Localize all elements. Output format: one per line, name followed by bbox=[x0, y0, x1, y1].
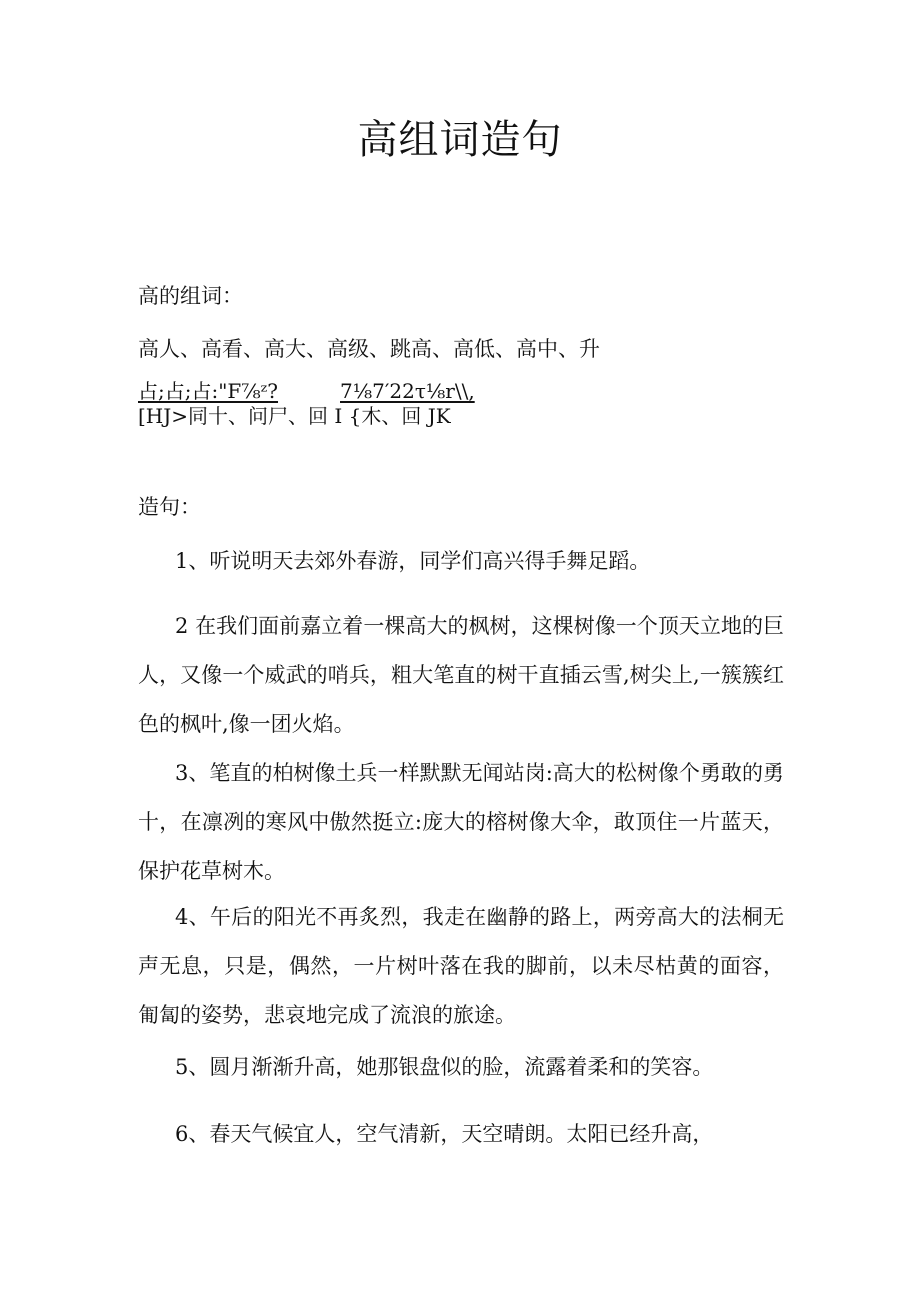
garbled-line-2: [HJ>同十、问尸、回 I {木、回 JK bbox=[138, 404, 451, 428]
sentence-3: 3、笔直的柏树像土兵一样默默无闻站岗:高大的松树像个勇敢的勇十，在凛冽的寒风中傲然挺立:庞大的榕树像大伞，敢顶住一片蓝天，保护花草树木。 bbox=[138, 761, 784, 883]
garbled-segment-a: 占;占;占:"F⅞ᶻ? bbox=[138, 379, 279, 403]
page-title: 高组词造句 bbox=[357, 117, 563, 163]
sentence-2: 2 在我们面前嘉立着一棵高大的枫树，这棵树像一个顶天立地的巨人，又像一个威武的哨兵，粗大笔直的树干直插云雪,树尖上,一簇簇红色的枫叶,像一团火焰。 bbox=[138, 614, 784, 736]
sentence-6: 6、春天气候宜人，空气清新，天空晴朗。太阳已经升高， bbox=[175, 1122, 714, 1146]
garbled-line-1 bbox=[138, 379, 475, 403]
sentence-1: 1、听说明天去郊外春游，同学们高兴得手舞足蹈。 bbox=[175, 549, 651, 573]
sentences-label: 造句： bbox=[138, 495, 201, 519]
words-label: 高的组词： bbox=[138, 284, 243, 308]
garbled-segment-b: 7⅛7′22τ⅛r\\, bbox=[340, 379, 475, 403]
words-line: 高人、高看、高大、高级、跳高、高低、高中、升 bbox=[138, 337, 600, 361]
sentence-4: 4、午后的阳光不再炙烈，我走在幽静的路上，两旁高大的法桐无声无息，只是，偶然，一片树叶落在我的脚前，以未尽枯黄的面容，匍匐的姿势，悲哀地完成了流浪的旅途。 bbox=[138, 905, 784, 1027]
sentence-5: 5、圆月渐渐升高，她那银盘似的脸，流露着柔和的笑容。 bbox=[175, 1055, 714, 1079]
